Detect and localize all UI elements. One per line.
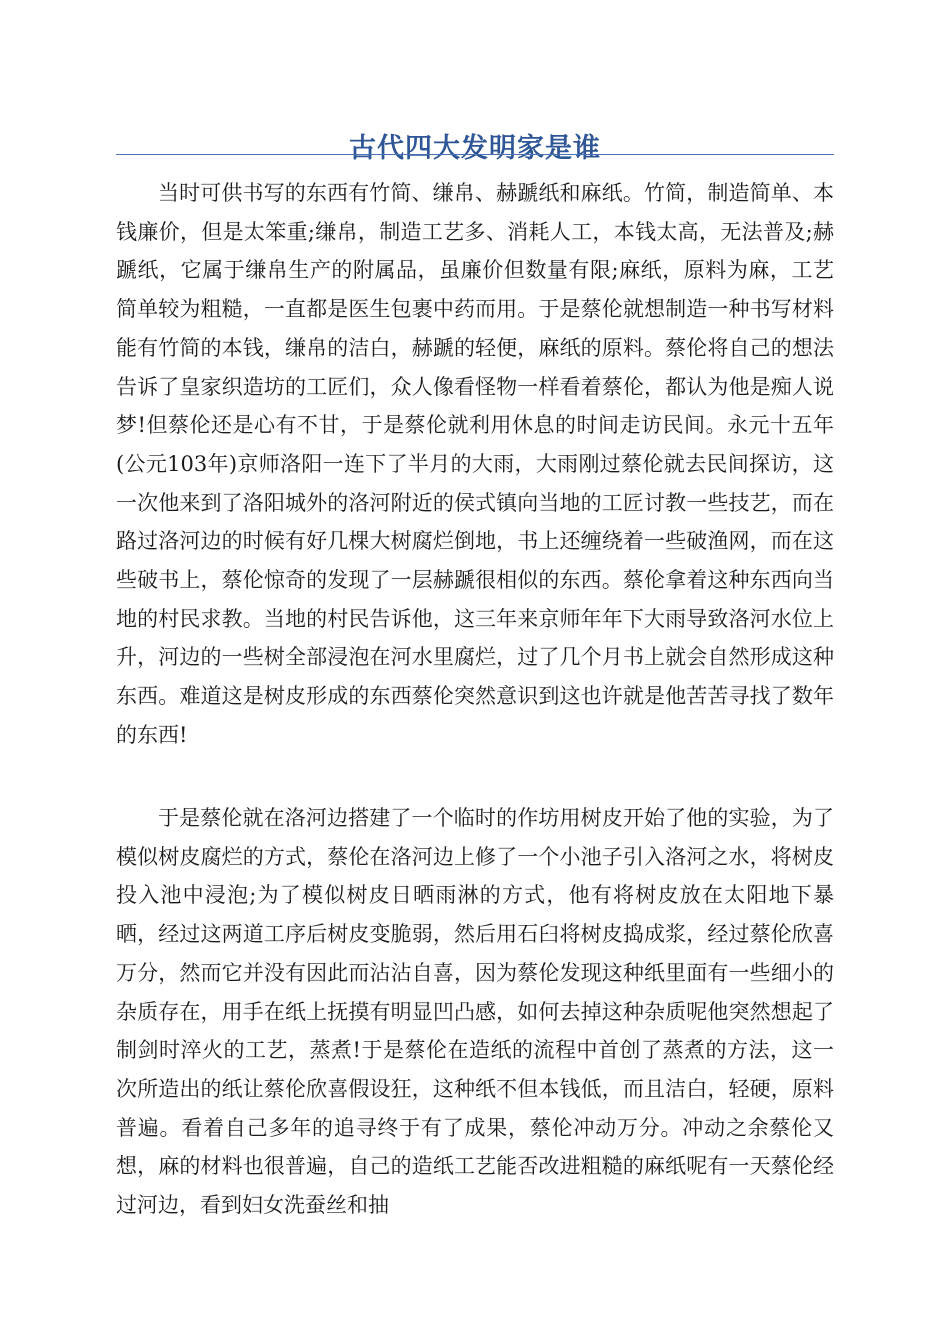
title-underline: [116, 154, 834, 155]
document-title: 古代四大发明家是谁: [349, 133, 601, 165]
paragraph-2: 于是蔡伦就在洛河边搭建了一个临时的作坊用树皮开始了他的实验，为了模似树皮腐烂的方式，蔡伦在洛河边上修了一个小池子引入洛河之水，将树皮投入池中浸泡;为了模似树皮日晒雨淋的方式，他有将树皮放在太阳地下暴晒，经过这两道工序后树皮变脆弱，然后用石臼将树皮捣成浆，经过蔡伦欣喜万分，然而它并没有因此而沾沾自喜，因为蔡伦发现这种纸里面有一些细小的杂质存在，用手在纸上抚摸有明显凹凸感，如何去掉这种杂质呢他突然想起了制剑时淬火的工艺，蒸煮!于是蔡伦在造纸的流程中首创了蒸煮的方法，这一次所造出的纸让蔡伦欣喜假设狂，这种纸不但本钱低，而且洁白，轻硬，原料普遍。看着自己多年的追寻终于有了成果，蔡伦冲动万分。冲动之余蔡伦又想，麻的材料也很普遍，自己的造纸工艺能否改进粗糙的麻纸呢有一天蔡伦经过河边，看到妇女洗蚕丝和抽: [116, 806, 834, 1218]
paragraph-1: 当时可供书写的东西有竹简、缣帛、赫蹏纸和麻纸。竹简，制造简单、本钱廉价，但是太笨重;缣帛，制造工艺多、消耗人工，本钱太高，无法普及;赫蹏纸，它属于缣帛生产的附属品，虽廉价但数量有限;麻纸，原料为麻，工艺简单较为粗糙，一直都是医生包裹中药而用。于是蔡伦就想制造一种书写材料能有竹简的本钱，缣帛的洁白，赫蹏的轻便，麻纸的原料。蔡伦将自己的想法告诉了皇家织造坊的工匠们，众人像看怪物一样看着蔡伦，都认为他是痴人说梦!但蔡伦还是心有不甘，于是蔡伦就利用休息的时间走访民间。永元十五年(公元103年)京师洛阳一连下了半月的大雨，大雨刚过蔡伦就去民间探访，这一次他来到了洛阳城外的洛河附近的侯式镇向当地的工匠讨教一些技艺，而在路过洛河边的时候有好几棵大树腐烂倒地，书上还缠绕着一些破渔网，而在这些破书上，蔡伦惊奇的发现了一层赫蹏很相似的东西。蔡伦拿着这种东西向当地的村民求教。当地的村民告诉他，这三年来京师年年下大雨导致洛河水位上升，河边的一些树全部浸泡在河水里腐烂，过了几个月书上就会自然形成这种东西。难道这是树皮形成的东西蔡伦突然意识到这也许就是他苦苦寻找了数年的东西!: [116, 181, 834, 747]
